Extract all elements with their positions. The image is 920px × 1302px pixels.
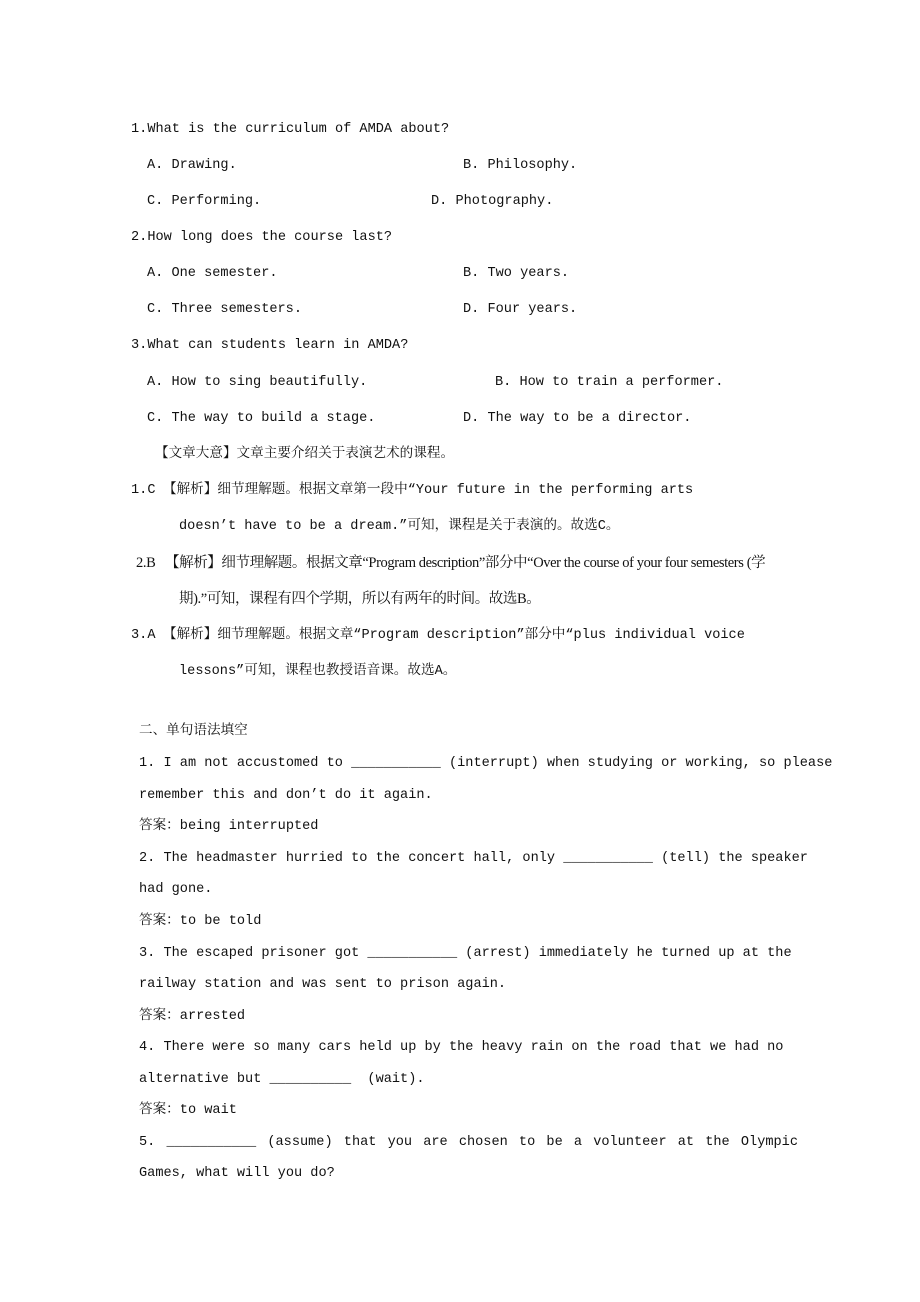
option: B. Two years. bbox=[463, 266, 570, 281]
option: D. Photography. bbox=[431, 194, 554, 209]
option: C. The way to build a stage. bbox=[147, 411, 376, 426]
exercise-text: 2. The headmaster hurried to the concert hall, only ___________ (tell) the speaker bbox=[139, 851, 808, 866]
exercise-text: 3. The escaped prisoner got ___________ (arrest) immediately he turned up at the bbox=[139, 946, 792, 961]
option: A. Drawing. bbox=[147, 158, 237, 173]
exercise-answer: 答案：being interrupted bbox=[139, 819, 319, 834]
option: D. The way to be a director. bbox=[463, 411, 692, 426]
exercise-text: 4. There were so many cars held up by the heavy rain on the road that we had no bbox=[139, 1040, 784, 1055]
option: B. How to train a performer. bbox=[495, 375, 724, 390]
explanation-text: 【解析】细节理解题。根据文章“Program description”部分中“Over the course of your four semesters (学 bbox=[165, 555, 766, 571]
question-stem: 2.How long does the course last? bbox=[131, 230, 393, 245]
explanation-text: doesn’t have to be a dream.”可知，课程是关于表演的。故选C。 bbox=[179, 519, 620, 534]
exercise-answer: 答案：arrested bbox=[139, 1009, 246, 1024]
option: C. Three semesters. bbox=[147, 302, 302, 317]
question-stem: 1.What is the curriculum of AMDA about? bbox=[131, 122, 450, 137]
question-stem: 3.What can students learn in AMDA? bbox=[131, 338, 409, 353]
explanation-text: 【解析】细节理解题。根据文章“Program description”部分中“plus individual voice bbox=[163, 628, 745, 643]
answer-key: 1.C bbox=[131, 483, 156, 498]
explanation-text: 期).”可知，课程有四个学期，所以有两年的时间。故选B。 bbox=[179, 591, 541, 607]
exercise-text: 5. ___________ (assume) that you are chosen to be a volunteer at the Olympic bbox=[139, 1135, 798, 1150]
section-title: 二、单句语法填空 bbox=[139, 724, 248, 739]
exercise-text: had gone. bbox=[139, 882, 213, 897]
exercise-text: alternative but __________ (wait). bbox=[139, 1072, 425, 1087]
exercise-answer: 答案：to wait bbox=[139, 1103, 237, 1118]
exercise-text: 1. I am not accustomed to ___________ (interrupt) when studying or working, so please bbox=[139, 756, 833, 771]
option: A. How to sing beautifully. bbox=[147, 375, 368, 390]
exercise-text: remember this and don’t do it again. bbox=[139, 788, 433, 803]
option: B. Philosophy. bbox=[463, 158, 578, 173]
summary: 【文章大意】文章主要介绍关于表演艺术的课程。 bbox=[155, 447, 455, 462]
explanation-text: 【解析】细节理解题。根据文章第一段中“Your future in the performing arts bbox=[163, 483, 694, 498]
answer-key: 2.B bbox=[136, 555, 156, 571]
exercise-text: Games, what will you do? bbox=[139, 1166, 335, 1181]
option: C. Performing. bbox=[147, 194, 262, 209]
exercise-text: railway station and was sent to prison again. bbox=[139, 977, 507, 992]
explanation-text: lessons”可知，课程也教授语音课。故选A。 bbox=[179, 664, 457, 679]
option: D. Four years. bbox=[463, 302, 578, 317]
option: A. One semester. bbox=[147, 266, 278, 281]
answer-key: 3.A bbox=[131, 628, 156, 643]
exercise-answer: 答案：to be told bbox=[139, 914, 262, 929]
